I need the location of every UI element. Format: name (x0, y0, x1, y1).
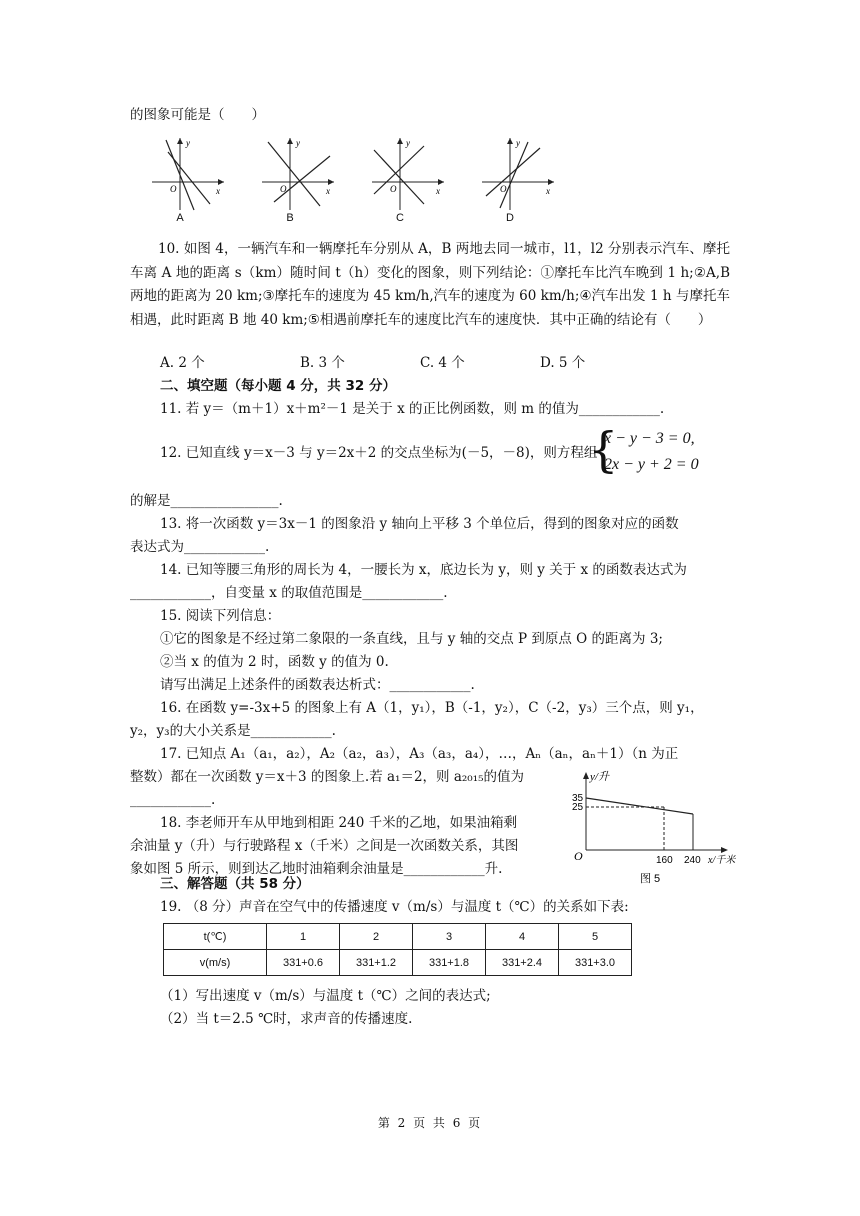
q15-line4: 请写出满足上述条件的函数表达析式：____________. (160, 677, 475, 693)
graph-a-ylabel: y (186, 138, 190, 148)
table-cell: 3 (413, 924, 486, 950)
table-cell: 331+1.8 (413, 950, 486, 976)
q10-text: 10. 如图 4，一辆汽车和一辆摩托车分别从 A，B 两地去同一城市，l1，l2 分别表示汽车、摩托车离 A 地的距离 s（km）随时间 t（h）变化的图象，则下列结论：①摩托车比汽车晚到 1 h;②A,B 两地的距离为 20 km;③摩托车的速度为 45 km/h,汽车的速度为 60 km/h;④汽车出发 1 h 与摩托车相遇，此时距离 B 地 40 km;⑤相遇前摩托车的速度比汽车的速度快．其中正确的结论有（ ） (130, 241, 730, 328)
table-row (164, 950, 632, 976)
q17-line3: ____________. (130, 792, 216, 808)
graph-option-c (368, 132, 448, 224)
graph-a-icon (148, 132, 228, 212)
graph-b-icon (258, 132, 338, 212)
q19-part2: （2）当 t＝2.5 ℃时，求声音的传播速度. (160, 1011, 413, 1027)
graph-a-origin: O (170, 184, 177, 194)
table-cell: 1 (267, 924, 340, 950)
graph-a-xlabel: x (216, 186, 220, 196)
graph-b-origin: O (280, 184, 287, 194)
q15-line2: ①它的图象是不经过第二象限的一条直线，且与 y 轴的交点 P 到原点 O 的距离为 3; (160, 631, 663, 647)
q12-eq1: x − y − 3 = 0, (604, 430, 695, 447)
graph-d-label: D (506, 212, 514, 224)
graph-b-label: B (286, 212, 294, 224)
q13-line1: 13. 将一次函数 y＝3x－1 的图象沿 y 轴向上平移 3 个单位后，得到的图象对应的函数 (160, 516, 679, 532)
graph-c-ylabel: y (406, 138, 410, 148)
table-cell: 4 (486, 924, 559, 950)
graph-c-label: C (396, 212, 404, 224)
table-cell: 331+0.6 (267, 950, 340, 976)
graph-a-label: A (176, 212, 184, 224)
q19-table (163, 923, 632, 976)
section-2-heading: 二、填空题（每小题 4 分，共 32 分） (160, 378, 396, 394)
table-cell: 331+1.2 (340, 950, 413, 976)
fig5-ylabel: y/升 (590, 771, 609, 783)
q10-option-d: D. 5 个 (540, 355, 586, 371)
graph-d-icon (478, 132, 558, 212)
graph-c-xlabel: x (436, 186, 440, 196)
q12-brace: { (588, 422, 619, 478)
q10-option-c: C. 4 个 (420, 355, 465, 371)
table-row (164, 924, 632, 950)
q19-text: 19. （8 分）声音在空气中的传播速度 v（m/s）与温度 t（℃）的关系如下表: (160, 899, 629, 915)
q10-options (160, 352, 585, 374)
q18-line1: 18. 李老师开车从甲地到相距 240 千米的乙地，如果油箱剩 (160, 815, 518, 831)
q9-tail: 的图象可能是（ ） (130, 107, 265, 123)
q11-text: 11. 若 y＝（m＋1）x＋m²－1 是关于 x 的正比例函数，则 m 的值为____________. (160, 401, 665, 417)
fig5-graph-icon (570, 768, 736, 886)
fig5-y2: 25 (572, 802, 584, 813)
q17-line2: 整数）都在一次函数 y＝x＋3 的图象上.若 a₁＝2，则 a₂₀₁₅的值为 (130, 769, 525, 785)
q14-line2: ____________，自变量 x 的取值范围是____________. (130, 585, 448, 601)
fig5-y1: 35 (572, 793, 584, 804)
q19-part1: （1）写出速度 v（m/s）与温度 t（℃）之间的表达式; (160, 988, 491, 1004)
fig5-origin: O (574, 849, 583, 863)
table-cell: 331+3.0 (559, 950, 632, 976)
graph-c-origin: O (390, 184, 397, 194)
q15-line3: ②当 x 的值为 2 时，函数 y 的值为 0. (160, 654, 389, 670)
table-cell: t(℃) (164, 924, 267, 950)
table-cell: 2 (340, 924, 413, 950)
table-cell: 331+2.4 (486, 950, 559, 976)
table-cell: v(m/s) (164, 950, 267, 976)
graph-option-b (258, 132, 338, 224)
q12-text: 12. 已知直线 y＝x－3 与 y＝2x＋2 的交点坐标为(－5，－8)，则方程组 (160, 445, 598, 461)
graph-b-xlabel: x (326, 186, 330, 196)
q15-line1: 15. 阅读下列信息： (160, 608, 281, 624)
q10-option-a: A. 2 个 (160, 355, 205, 371)
q12-tail: 的解是________________. (130, 493, 283, 509)
q10-option-b: B. 3 个 (300, 355, 345, 371)
q13-line2: 表达式为____________. (130, 539, 270, 555)
q18-line3: 象如图 5 所示，则到达乙地时油箱剩余油量是____________升. (130, 861, 503, 877)
fig5-x1: 160 (656, 855, 673, 866)
q16-line1: 16. 在函数 y=-3x+5 的图象上有 A（1，y₁），B（-1，y₂），C（-2，y₃）三个点，则 y₁， (160, 700, 704, 716)
fig5-x2: 240 (684, 855, 701, 866)
page-footer: 第 2 页 共 6 页 (377, 1116, 483, 1130)
fig5-xlabel: x/千米 (708, 855, 736, 866)
q12-eq2: 2x − y + 2 = 0 (604, 456, 699, 473)
q16-line2: y₂，y₃的大小关系是____________. (130, 723, 336, 739)
graph-option-d (478, 132, 558, 224)
graph-c-icon (368, 132, 448, 212)
q14-line1: 14. 已知等腰三角形的周长为 4，一腰长为 x，底边长为 y，则 y 关于 x 的函数表达式为 (160, 562, 687, 578)
q17-line1: 17. 已知点 A₁（a₁，a₂），A₂（a₂，a₃），A₃（a₃，a₄），…，Aₙ（aₙ，aₙ＋1）（n 为正 (160, 746, 679, 762)
section-3-heading: 三、解答题（共 58 分） (160, 876, 310, 892)
graph-b-ylabel: y (296, 138, 300, 148)
fig5-caption: 图 5 (640, 873, 661, 885)
table-cell: 5 (559, 924, 632, 950)
q18-line2: 余油量 y（升）与行驶路程 x（千米）之间是一次函数关系，其图 (130, 838, 519, 854)
graph-d-origin: O (500, 184, 507, 194)
figure-5 (570, 768, 736, 890)
graph-option-a (148, 132, 228, 224)
graph-d-xlabel: x (546, 186, 550, 196)
graph-d-ylabel: y (516, 138, 520, 148)
